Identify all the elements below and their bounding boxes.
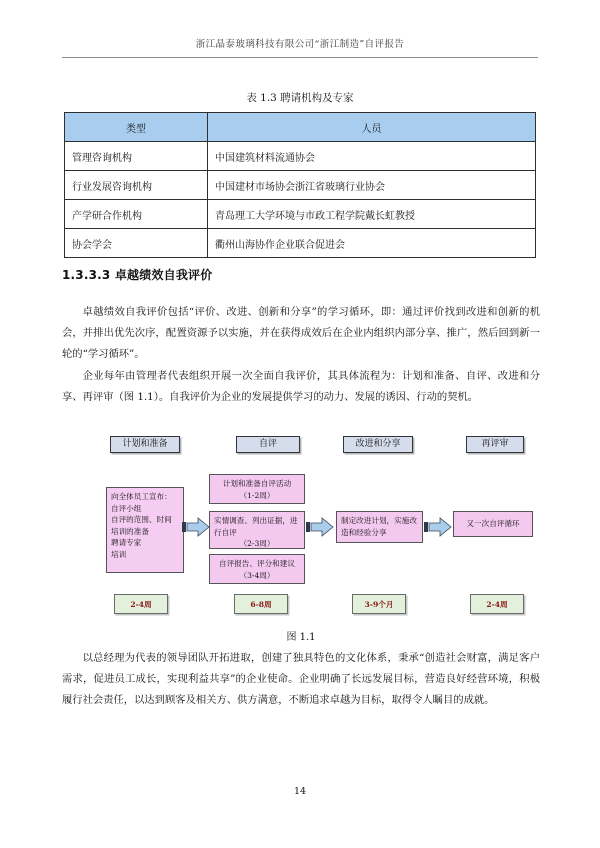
stage-box-self-eval: 自评 <box>236 436 300 453</box>
duration-tag-text: 6-8周 <box>250 599 272 609</box>
section-heading: 1.3.3.3 卓越绩效自我评价 <box>62 268 213 282</box>
plan-line-5: 聘请专家 <box>111 538 142 547</box>
plan-detail-box <box>106 487 184 573</box>
arrow-right-icon <box>424 516 452 538</box>
arrow-right-icon <box>182 516 210 538</box>
paragraph-1: 卓越绩效自我评价包括“评价、改进、创新和分享”的学习循环，即：通过评价找到改进和创新的机会，并排出优先次序，配置资源予以实施，并在获得成效后在企业内组织内部分享、推广，然后回到新一轮的“学习循环”。 <box>62 306 540 360</box>
self-eval-box-1 <box>209 474 305 504</box>
agencies-experts-table <box>64 112 536 258</box>
cell-type: 行业发展咨询机构 <box>65 171 208 200</box>
stage-box-review: 再评审 <box>466 436 524 453</box>
self-eval-box-2-text: 实情调查、列出证据，进行自评 <box>214 516 298 537</box>
duration-tag-text: 2-4周 <box>486 599 508 609</box>
table-header-row <box>65 113 536 142</box>
duration-tag <box>114 594 168 614</box>
paragraph-2: 企业每年由管理者代表组织开展一次全面自我评价，其具体流程为：计划和准备、自评、改进和分享、再评审（图 1.1）。自我评价为企业的发展提供学习的动力、发展的诱因、行动的契机。 <box>62 370 540 403</box>
paragraph-3: 以总经理为代表的领导团队开拓进取，创建了独具特色的文化体系，秉承“创造社会财富，满足客户需求，促进员工成长，实现利益共享”的企业使命。企业明确了长远发展目标，营造良好经营环境，积极履行社会责任，以达到顾客及相关方、供方满意，不断追求卓越为目标，取得令人瞩目的成就。 <box>62 652 540 706</box>
page-number: 14 <box>293 786 307 797</box>
table-caption: 表 1.3 聘请机构及专家 <box>246 92 354 104</box>
cell-person: 中国建筑材料流通协会 <box>208 142 536 171</box>
duration-tag-text: 2-4周 <box>130 599 152 609</box>
plan-line-4: 培训的准备 <box>111 526 149 536</box>
stage-box-improve: 改进和分享 <box>343 436 413 453</box>
figure-caption: 图 1.1 <box>286 632 316 643</box>
column-header-type: 类型 <box>65 113 208 142</box>
cell-person: 中国建材市场协会浙江省玻璃行业协会 <box>208 171 536 200</box>
improve-box: 制定改进计划，实施改造和经验分享 <box>336 511 423 543</box>
plan-line-6: 培训 <box>111 549 127 559</box>
plan-line-3: 自评的范围、时间 <box>111 515 172 524</box>
cell-type: 管理咨询机构 <box>65 142 208 171</box>
plan-line-2: 自评小组 <box>111 503 142 513</box>
table-row <box>65 229 536 258</box>
header-divider <box>62 57 538 58</box>
table-row <box>65 200 536 229</box>
plan-line-1: 向全体员工宣布： <box>111 492 172 501</box>
duration-tag-text: 3-9个月 <box>364 599 394 609</box>
self-eval-box-2 <box>209 511 305 549</box>
cell-type: 产学研合作机构 <box>65 200 208 229</box>
cell-person: 青岛理工大学环境与市政工程学院戴长虹教授 <box>208 200 536 229</box>
self-eval-box-1-text: 计划和准备自评活动 <box>222 479 292 488</box>
self-eval-box-3-text: 自评报告、评分和建议 <box>219 559 295 568</box>
self-eval-box-3 <box>209 554 305 584</box>
column-header-person: 人员 <box>208 113 536 142</box>
arrow-right-icon <box>306 516 334 538</box>
self-evaluation-flowchart <box>62 436 540 626</box>
running-header: 浙江晶泰玻璃科技有限公司“浙江制造”自评报告 <box>195 39 405 50</box>
duration-tag <box>470 594 524 614</box>
self-eval-box-1-weeks: （1-2周） <box>239 490 275 500</box>
cell-type: 协会学会 <box>65 229 208 258</box>
table-row <box>65 171 536 200</box>
duration-tag <box>234 594 288 614</box>
cell-person: 衢州山海协作企业联合促进会 <box>208 229 536 258</box>
table-row <box>65 142 536 171</box>
stage-box-plan: 计划和准备 <box>110 436 180 453</box>
self-eval-box-3-weeks: （3-4周） <box>239 570 275 580</box>
self-eval-box-2-weeks: （2-3周） <box>239 539 275 548</box>
review-box: 又一次自评循环 <box>453 511 533 537</box>
duration-tag <box>352 594 406 614</box>
